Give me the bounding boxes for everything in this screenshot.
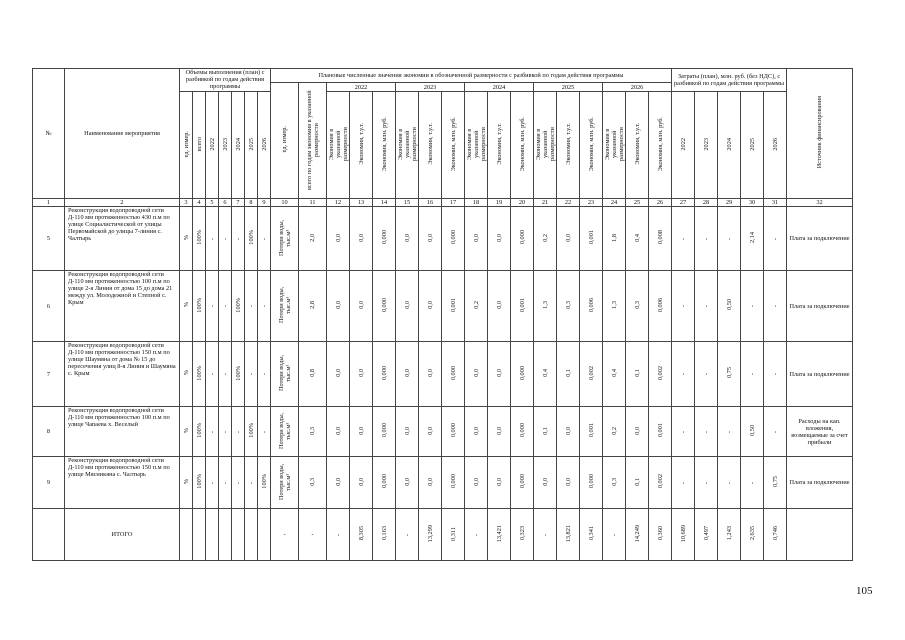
cell-econ: 0,0 (419, 207, 442, 271)
cell-cost: - (718, 407, 741, 457)
column-number: 21 (534, 199, 557, 207)
total-econ-cell: - (465, 509, 488, 561)
total-econ: - (299, 509, 327, 561)
cell-cost: - (695, 271, 718, 342)
cell-vol-2026: - (258, 271, 271, 342)
total-econ-cell: 13,299 (419, 509, 442, 561)
cell-source: Плата за подключение (787, 271, 853, 342)
header-cost-2022: 2022 (672, 92, 695, 199)
header-year-2022: 2022 (327, 83, 396, 92)
table-row (33, 271, 853, 342)
cell-econ: 0,0 (396, 207, 419, 271)
column-number: 17 (442, 199, 465, 207)
cell-unit: % (180, 207, 193, 271)
cell-econ: 0,0 (534, 457, 557, 509)
cell-econ: 0,0 (488, 271, 511, 342)
cell-econ: 0,0 (419, 271, 442, 342)
cell-unit: % (180, 271, 193, 342)
cell-unit2: Потери воды, тыс.м³ (271, 207, 299, 271)
column-number: 28 (695, 199, 718, 207)
cell-econ: 0,3 (603, 457, 626, 509)
cell-econ: 0,0 (419, 407, 442, 457)
cell-econ: 0,1 (534, 407, 557, 457)
cell-total: 100% (193, 457, 206, 509)
cell-cost: - (764, 407, 787, 457)
cell-vol-2025: - (245, 271, 258, 342)
header-econ-rub: Экономия, млн. руб. (373, 92, 396, 199)
table-row (33, 457, 853, 509)
cell-econ: 0,0 (626, 407, 649, 457)
total-econ-cell: - (534, 509, 557, 561)
column-number: 20 (511, 199, 534, 207)
cell-econ: 1,3 (603, 271, 626, 342)
column-number: 7 (232, 199, 245, 207)
cell-econ: 0,0 (465, 457, 488, 509)
cell-vol-2023: - (219, 407, 232, 457)
cell-econ: 0,001 (442, 271, 465, 342)
column-number: 13 (350, 199, 373, 207)
cell-econ: 0,001 (649, 407, 672, 457)
header-year-2024: 2024 (465, 83, 534, 92)
cell-econ: 0,0 (488, 407, 511, 457)
cell-vol-2024: 100% (232, 342, 245, 407)
total-unit2: - (271, 509, 299, 561)
header-total: всего (193, 92, 206, 199)
total-row (33, 509, 853, 561)
cell-vol-2022: - (206, 271, 219, 342)
header-vol-2024: 2024 (232, 92, 245, 199)
cell-econ: 0,0 (327, 271, 350, 342)
column-number: 2 (65, 199, 180, 207)
cell-vol-2024: - (232, 457, 245, 509)
total-empty (258, 509, 271, 561)
total-econ-cell: 0,311 (442, 509, 465, 561)
column-numbers-row (33, 199, 853, 207)
total-empty (245, 509, 258, 561)
cell-cost: - (672, 207, 695, 271)
cell-cost: - (718, 457, 741, 509)
cell-unit: % (180, 342, 193, 407)
cell-cost: 0,50 (718, 271, 741, 342)
header-year-2023: 2023 (396, 83, 465, 92)
header-cost-2023: 2023 (695, 92, 718, 199)
cell-cost: - (672, 271, 695, 342)
energy-savings-table (32, 68, 853, 561)
cell-unit2: Потери воды, тыс.м³ (271, 342, 299, 407)
cell-econ: 0,000 (511, 342, 534, 407)
total-empty (180, 509, 193, 561)
cell-total: 100% (193, 342, 206, 407)
cell-cost: - (695, 407, 718, 457)
cell-econ: 0,000 (373, 342, 396, 407)
cell-cost: - (695, 342, 718, 407)
column-number: 18 (465, 199, 488, 207)
cell-econ: 0,0 (396, 342, 419, 407)
total-econ-cell: - (396, 509, 419, 561)
header-econ-dim: Экономия в указанной размерности (327, 92, 350, 199)
column-number: 24 (603, 199, 626, 207)
header-econ-dim: Экономия в указанной размерности (396, 92, 419, 199)
cell-econ: 0,0 (396, 407, 419, 457)
measure-name: Реконструкция водопроводной сети Д-110 мм протяженностью 150 п.м по улице Мясникяна с. Чалтырь (65, 457, 180, 509)
table-row (33, 207, 853, 271)
cell-econ: 0,008 (649, 207, 672, 271)
cell-vol-2022: - (206, 457, 219, 509)
header-cost-2026: 2026 (764, 92, 787, 199)
cell-econ: 0,000 (511, 407, 534, 457)
total-econ-cell: 0,323 (511, 509, 534, 561)
header-econ-tut: Экономия, т.у.т. (557, 92, 580, 199)
cell-cost: - (672, 457, 695, 509)
cell-econ: 1,8 (603, 207, 626, 271)
cell-econ: 0,0 (419, 457, 442, 509)
column-number: 3 (180, 199, 193, 207)
column-number: 25 (626, 199, 649, 207)
cell-econ: 0,0 (465, 407, 488, 457)
header-total-econ: всего по годам экономия в указанной размерности (299, 83, 327, 199)
header-vol-2023: 2023 (219, 92, 232, 199)
cell-cost: - (764, 207, 787, 271)
cell-econ: 0,001 (580, 407, 603, 457)
row-number: 8 (33, 407, 65, 457)
column-number: 4 (193, 199, 206, 207)
header-planned: Плановые численные значения экономии в обозначенной размерности с разбивкой по годам действия программы (271, 69, 672, 83)
cell-total-econ: 2,8 (299, 271, 327, 342)
cell-cost: - (672, 342, 695, 407)
header-unit: ед. измер. (180, 92, 193, 199)
header-econ-dim: Экономия в указанной размерности (465, 92, 488, 199)
header-vol-2022: 2022 (206, 92, 219, 199)
cell-econ: 0,0 (327, 457, 350, 509)
cell-econ: 0,0 (396, 457, 419, 509)
cell-cost: - (672, 407, 695, 457)
cell-source: Плата за подключение (787, 457, 853, 509)
header-econ-rub: Экономия, млн. руб. (511, 92, 534, 199)
cell-cost: - (695, 457, 718, 509)
cell-cost: 0,75 (718, 342, 741, 407)
header-costs: Затраты (план), млн. руб. (без НДС), с разбивкой по годам действия программы (672, 69, 787, 92)
cell-econ: 0,000 (373, 207, 396, 271)
column-number: 27 (672, 199, 695, 207)
column-number: 14 (373, 199, 396, 207)
cell-vol-2023: - (219, 271, 232, 342)
cell-total: 100% (193, 407, 206, 457)
header-econ-rub: Экономия, млн. руб. (580, 92, 603, 199)
column-number: 29 (718, 199, 741, 207)
row-number: 6 (33, 271, 65, 342)
total-cost-cell: 2,635 (741, 509, 764, 561)
cell-cost: - (764, 342, 787, 407)
measure-name: Реконструкция водопроводной сети Д-110 мм протяженностью 100 п.м по улице 2-я Линия от дома 15 до дома 21 между ул. Молодежной и Степной с. Крым (65, 271, 180, 342)
cell-vol-2022: - (206, 207, 219, 271)
cell-econ: 0,0 (327, 342, 350, 407)
cell-econ: 0,0 (350, 457, 373, 509)
column-number: 30 (741, 199, 764, 207)
cell-econ: 0,001 (511, 271, 534, 342)
total-empty (787, 509, 853, 561)
cell-econ: 0,0 (350, 207, 373, 271)
cell-econ: 0,006 (649, 271, 672, 342)
measure-name: Реконструкция водопроводной сети Д-110 мм протяженностью 150 п.м по улице Шаумяна от дома № 15 до пересечения улиц 8-я Линия и Шаумяна с. Крым (65, 342, 180, 407)
cell-cost: - (741, 457, 764, 509)
cell-econ: 0,000 (511, 457, 534, 509)
column-number: 1 (33, 199, 65, 207)
cell-econ: 0,000 (373, 407, 396, 457)
header-econ-dim: Экономия в указанной размерности (603, 92, 626, 199)
header-year-2025: 2025 (534, 83, 603, 92)
total-econ-cell: 8,305 (350, 509, 373, 561)
cell-econ: 0,0 (557, 407, 580, 457)
cell-econ: 0,0 (350, 407, 373, 457)
header-econ-tut: Экономия, т.у.т. (626, 92, 649, 199)
header-cost-2024: 2024 (718, 92, 741, 199)
cell-econ: 0,2 (534, 207, 557, 271)
cell-econ: 0,000 (442, 407, 465, 457)
cell-econ: 0,0 (350, 342, 373, 407)
cell-cost: - (741, 271, 764, 342)
cell-econ: 0,4 (626, 207, 649, 271)
total-cost-cell: 10,689 (672, 509, 695, 561)
cell-econ: 0,3 (626, 271, 649, 342)
cell-vol-2025: - (245, 457, 258, 509)
column-number: 26 (649, 199, 672, 207)
row-number: 9 (33, 457, 65, 509)
cell-source: Плата за подключение (787, 207, 853, 271)
column-number: 12 (327, 199, 350, 207)
header-vol-2026: 2026 (258, 92, 271, 199)
page-number: 105 (856, 585, 873, 597)
cell-econ: 0,002 (649, 457, 672, 509)
cell-econ: 0,000 (442, 342, 465, 407)
cell-vol-2026: - (258, 207, 271, 271)
cell-econ: 0,1 (626, 457, 649, 509)
cell-vol-2023: - (219, 457, 232, 509)
column-number: 19 (488, 199, 511, 207)
cell-source: Плата за подключение (787, 342, 853, 407)
total-econ-cell: 13,421 (488, 509, 511, 561)
total-econ-cell: - (327, 509, 350, 561)
cell-cost: 0,75 (764, 457, 787, 509)
header-source: Источник финансирования (787, 69, 853, 199)
cell-unit2: Потери воды, тыс.м³ (271, 271, 299, 342)
header-econ-rub: Экономия, млн. руб. (649, 92, 672, 199)
cell-cost: - (741, 342, 764, 407)
cell-econ: 0,1 (626, 342, 649, 407)
cell-econ: 0,0 (419, 342, 442, 407)
cell-econ: 0,0 (396, 271, 419, 342)
header-econ-tut: Экономия, т.у.т. (488, 92, 511, 199)
total-empty (232, 509, 245, 561)
cell-vol-2025: 100% (245, 407, 258, 457)
cell-econ: 0,0 (557, 207, 580, 271)
cell-econ: 0,002 (649, 342, 672, 407)
table-row (33, 342, 853, 407)
cell-cost: 0,50 (741, 407, 764, 457)
cell-vol-2023: - (219, 207, 232, 271)
cell-econ: 0,2 (603, 407, 626, 457)
cell-unit: % (180, 457, 193, 509)
cell-total: 100% (193, 271, 206, 342)
column-number: 15 (396, 199, 419, 207)
header-cost-2025: 2025 (741, 92, 764, 199)
column-number: 31 (764, 199, 787, 207)
header-econ-tut: Экономия, т.у.т. (350, 92, 373, 199)
cell-cost: - (718, 207, 741, 271)
cell-econ: 0,0 (350, 271, 373, 342)
column-number: 9 (258, 199, 271, 207)
total-empty (33, 509, 65, 561)
cell-source: Расходы на кап. вложения, возмещаемые за счет прибыли (787, 407, 853, 457)
cell-econ: 0,000 (442, 457, 465, 509)
header-year-2026: 2026 (603, 83, 672, 92)
total-econ-cell: 0,360 (649, 509, 672, 561)
cell-econ: 0,0 (488, 457, 511, 509)
column-number: 10 (271, 199, 299, 207)
measure-name: Реконструкция водопроводной сети Д-110 мм протяженностью 430 п.м по улице Социалистической от улицы Первомайской до улицы 7-линия с. Чалтырь (65, 207, 180, 271)
cell-econ: 0,000 (373, 457, 396, 509)
row-number: 7 (33, 342, 65, 407)
cell-econ: 0,2 (465, 271, 488, 342)
cell-total-econ: 2,0 (299, 207, 327, 271)
cell-total-econ: 0,3 (299, 457, 327, 509)
cell-econ: 0,000 (442, 207, 465, 271)
cell-econ: 0,006 (580, 271, 603, 342)
header-econ-rub: Экономия, млн. руб. (442, 92, 465, 199)
cell-econ: 0,0 (488, 342, 511, 407)
header-no: № (33, 69, 65, 199)
cell-econ: 0,002 (580, 342, 603, 407)
column-number: 23 (580, 199, 603, 207)
cell-unit2: Потери воды, тыс.м³ (271, 407, 299, 457)
cell-vol-2024: - (232, 207, 245, 271)
total-cost-cell: 0,746 (764, 509, 787, 561)
cell-econ: 0,000 (580, 457, 603, 509)
total-econ-cell: 14,249 (626, 509, 649, 561)
column-number: 8 (245, 199, 258, 207)
cell-vol-2025: 100% (245, 207, 258, 271)
cell-unit: % (180, 407, 193, 457)
cell-econ: 0,4 (603, 342, 626, 407)
table-row (33, 407, 853, 457)
row-number: 5 (33, 207, 65, 271)
cell-vol-2023: - (219, 342, 232, 407)
cell-econ: 0,1 (557, 342, 580, 407)
total-econ-cell: 0,341 (580, 509, 603, 561)
cell-vol-2026: - (258, 342, 271, 407)
cell-econ: 0,0 (327, 207, 350, 271)
cell-unit2: Потери воды, тыс.м³ (271, 457, 299, 509)
cell-total: 100% (193, 207, 206, 271)
column-number: 5 (206, 199, 219, 207)
total-cost-cell: 0,497 (695, 509, 718, 561)
cell-econ: 0,3 (557, 271, 580, 342)
cell-cost: 2,14 (741, 207, 764, 271)
header-vol-2025: 2025 (245, 92, 258, 199)
column-number: 32 (787, 199, 853, 207)
cell-econ: 0,0 (465, 207, 488, 271)
cell-econ: 0,0 (557, 457, 580, 509)
cell-cost: - (764, 271, 787, 342)
cell-econ: 0,0 (488, 207, 511, 271)
cell-econ: 1,3 (534, 271, 557, 342)
header-volumes: Объемы выполнения (план) с разбивкой по годам действия программы (180, 69, 271, 92)
total-empty (193, 509, 206, 561)
cell-econ: 0,000 (511, 207, 534, 271)
header-econ-tut: Экономия, т.у.т. (419, 92, 442, 199)
column-number: 22 (557, 199, 580, 207)
column-number: 11 (299, 199, 327, 207)
cell-total-econ: 0,3 (299, 407, 327, 457)
total-cost-cell: 1,243 (718, 509, 741, 561)
cell-vol-2026: - (258, 407, 271, 457)
cell-vol-2024: - (232, 407, 245, 457)
total-econ-cell: - (603, 509, 626, 561)
total-econ-cell: 13,821 (557, 509, 580, 561)
cell-econ: 0,0 (465, 342, 488, 407)
header-name: Наименование мероприятия (65, 69, 180, 199)
column-number: 16 (419, 199, 442, 207)
cell-econ: 0,000 (373, 271, 396, 342)
total-empty (219, 509, 232, 561)
header-econ-dim: Экономия в указанной размерности (534, 92, 557, 199)
cell-vol-2022: - (206, 407, 219, 457)
cell-cost: - (695, 207, 718, 271)
cell-econ: 0,001 (580, 207, 603, 271)
cell-vol-2025: - (245, 342, 258, 407)
cell-vol-2022: - (206, 342, 219, 407)
cell-total-econ: 0,8 (299, 342, 327, 407)
total-label: ИТОГО (65, 509, 180, 561)
measure-name: Реконструкция водопроводной сети Д-110 мм протяженностью 100 п.м по улице Чапаева х. Веселый (65, 407, 180, 457)
cell-vol-2026: 100% (258, 457, 271, 509)
total-econ-cell: 0,163 (373, 509, 396, 561)
total-empty (206, 509, 219, 561)
cell-econ: 0,4 (534, 342, 557, 407)
column-number: 6 (219, 199, 232, 207)
cell-vol-2024: 100% (232, 271, 245, 342)
header-unit2: ед. измер. (271, 83, 299, 199)
cell-econ: 0,0 (327, 407, 350, 457)
